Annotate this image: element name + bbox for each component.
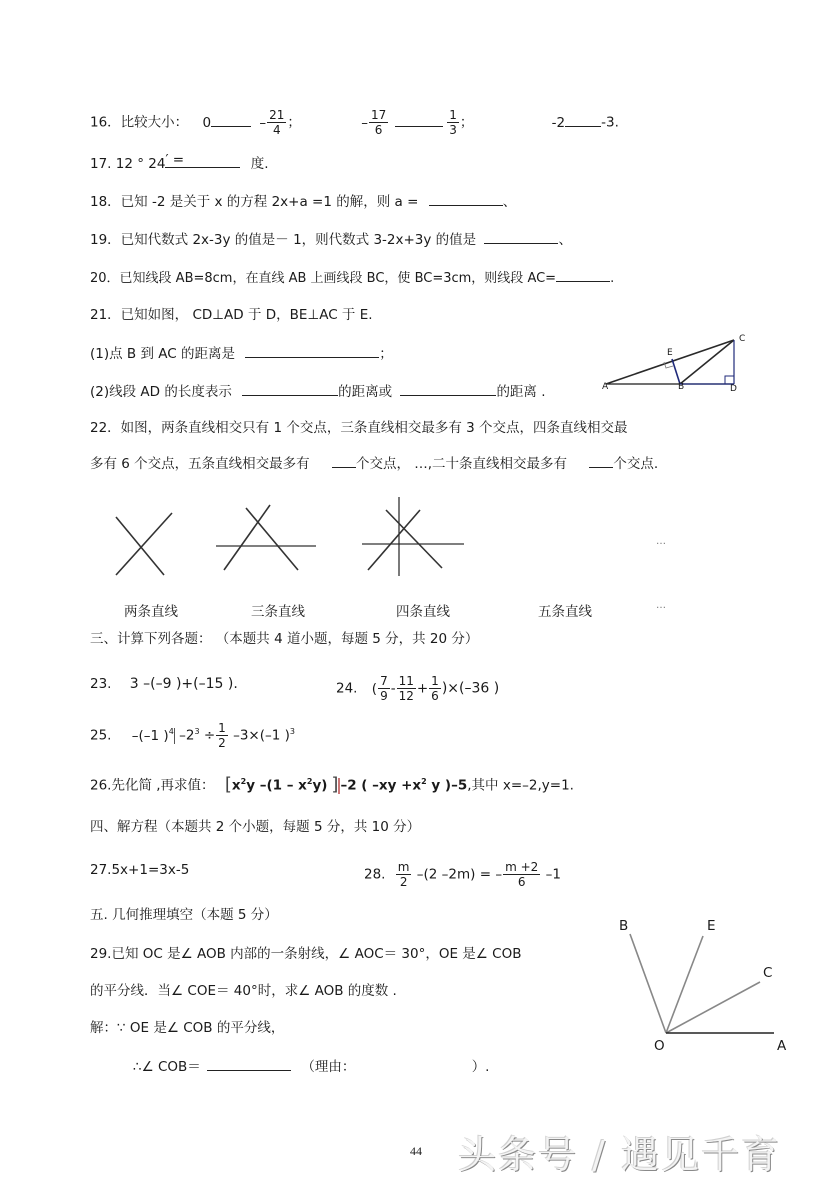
section-5-title xyxy=(90,905,278,925)
question-21-part2 xyxy=(90,381,546,402)
q29-label-A: A xyxy=(777,1038,787,1054)
q29-line4c: ）. xyxy=(471,1059,490,1075)
q21-part2-blank-1[interactable] xyxy=(242,381,338,396)
q16-b-end: ； xyxy=(459,114,474,131)
q25-part1: –(–1 ) xyxy=(131,727,169,744)
q20-text: 20．已知线段 AB=8cm，在直线 AB 上画线段 BC，使 BC=3cm，则线段 AC= xyxy=(90,271,557,286)
three-lines-figure xyxy=(216,500,321,580)
q23-label: 23. xyxy=(90,676,112,692)
section-3-title-text: 三、计算下列各题： （本题共 4 道小题，每题 5 分，共 20 分） xyxy=(90,631,479,647)
question-29-line4 xyxy=(133,1056,489,1077)
question-20 xyxy=(90,267,614,289)
q16-fraction-c xyxy=(447,108,459,137)
denominator: 6 xyxy=(374,123,383,137)
q21-part1-end: ； xyxy=(379,346,393,362)
q24-op2: + xyxy=(416,680,429,697)
q26-expr-d: –2 ( –xy +x xyxy=(340,777,422,794)
q29-label-O: O xyxy=(654,1038,665,1054)
q16-blank-2[interactable] xyxy=(395,112,443,127)
question-25 xyxy=(90,721,295,750)
q22-blank-1[interactable] xyxy=(332,453,356,468)
q26-expr-c: y) xyxy=(312,777,328,794)
q16-a-left: 0 xyxy=(202,114,212,131)
q22-line2c: 个交点. xyxy=(613,456,659,472)
numerator: 21 xyxy=(269,108,285,122)
question-23 xyxy=(90,674,238,694)
question-29-line1 xyxy=(90,944,522,964)
caption-five-lines: 五条直线 xyxy=(538,604,592,620)
four-lines-figure xyxy=(362,494,467,584)
q21-label-C: C xyxy=(739,334,746,344)
q23-expression: 3 –(–9 )+(–15 ). xyxy=(129,676,238,692)
q24-op1: - xyxy=(390,680,396,697)
q16-fraction-b xyxy=(369,108,388,137)
question-22-line2 xyxy=(90,453,658,474)
caption-ellipsis: … xyxy=(656,600,666,611)
question-17 xyxy=(90,153,269,174)
q24-open-paren: ( xyxy=(371,680,378,697)
section-4-title xyxy=(90,817,420,837)
q29-label-B: B xyxy=(619,918,629,934)
question-16 xyxy=(90,108,619,137)
q16-blank-1[interactable] xyxy=(211,112,251,127)
q18-answer-blank[interactable] xyxy=(429,191,503,206)
q19-text: 19．已知代数式 2x-3y 的值是－ 1，则代数式 3-2x+3y 的值是 xyxy=(90,232,477,248)
q21-label-D: D xyxy=(730,384,737,394)
question-26 xyxy=(90,772,574,796)
denominator: 9 xyxy=(380,689,388,703)
q29-label-E: E xyxy=(707,918,716,934)
q21-label-E: E xyxy=(667,348,673,358)
numerator: m +2 xyxy=(505,860,539,874)
q22-line1: 22．如图，两条直线相交只有 1 个交点，三条直线相交最多有 3 个交点，四条直线相交最 xyxy=(90,420,628,436)
numerator: 7 xyxy=(380,674,388,688)
q26-sup-1: 2 xyxy=(240,777,247,786)
q25-fraction xyxy=(216,721,228,750)
question-19 xyxy=(90,229,572,250)
numerator: 1 xyxy=(431,674,439,688)
q29-answer-blank[interactable] xyxy=(207,1056,291,1071)
section-3-title xyxy=(90,629,478,649)
denominator: 6 xyxy=(431,689,439,703)
q29-line2: 的平分线．当∠ COE＝ 40°时，求∠ AOB 的度数 . xyxy=(90,983,397,999)
q26-right-bracket: ] xyxy=(331,773,339,795)
q17-mid: ′ = xyxy=(165,152,185,168)
denominator: 2 xyxy=(218,736,226,750)
q28-mid: –(2 –2m) = – xyxy=(416,866,503,883)
figure-ellipsis-top: … xyxy=(656,536,666,547)
q24-close: )×(–36 ) xyxy=(441,680,500,697)
q20-end: . xyxy=(610,271,615,286)
numerator: 1 xyxy=(449,108,457,122)
q16-blank-3[interactable] xyxy=(565,112,601,127)
q22-blank-2[interactable] xyxy=(589,453,613,468)
q25-separator xyxy=(174,728,175,744)
q28-fraction-2 xyxy=(503,860,540,889)
q28-end: –1 xyxy=(545,866,561,883)
q18-text: 18．已知 -2 是关于 x 的方程 2x+a =1 的解，则 a = xyxy=(90,194,419,210)
question-22-line1 xyxy=(90,418,628,438)
q25-label: 25. xyxy=(90,727,112,744)
q17-answer-blank[interactable] xyxy=(165,153,240,168)
watermark: 头条号 / 遇见千育 xyxy=(458,1133,781,1177)
q21-label-A: A xyxy=(602,382,609,392)
q24-fraction-3 xyxy=(429,674,441,703)
q26-expr-a: x xyxy=(231,777,241,794)
q21-part1-blank[interactable] xyxy=(245,343,379,358)
q22-line2b: 个交点， …,二十条直线相交最多有 xyxy=(355,456,568,472)
caption-two-lines: 两条直线 xyxy=(124,604,178,620)
denominator: 3 xyxy=(449,123,457,137)
q21-part2-blank-2[interactable] xyxy=(400,381,496,396)
q25-exp2: 3 xyxy=(194,727,200,736)
q21-text: 21．已知如图， CD⊥AD 于 D，BE⊥AC 于 E. xyxy=(90,307,373,323)
section-5-title-text: 五. 几何推理填空（本题 5 分） xyxy=(90,907,278,923)
caption-four-lines: 四条直线 xyxy=(396,604,450,620)
q24-fraction-1 xyxy=(378,674,390,703)
numerator: 17 xyxy=(370,108,387,122)
q21-part2-end: 的距离 . xyxy=(496,384,546,400)
numerator: 11 xyxy=(398,674,414,688)
q26-expr-e: y )–5 xyxy=(426,777,468,794)
q28-label: 28. xyxy=(364,866,386,883)
q16-c-left: -2 xyxy=(551,114,566,131)
q20-answer-blank[interactable] xyxy=(556,267,610,282)
q25-exp4: 3 xyxy=(289,727,295,736)
q17-end: 度. xyxy=(250,156,269,172)
q26-left-bracket: [ xyxy=(224,773,232,795)
q29-line4b: （理由： xyxy=(301,1059,356,1075)
q21-part2-text: (2)线段 AD 的长度表示 xyxy=(90,384,232,400)
q26-tail: ,其中 x=–2,y=1. xyxy=(467,777,574,794)
q21-part2-mid: 的距离或 xyxy=(338,384,393,400)
q24-label: 24. xyxy=(336,680,358,697)
q29-line3: 解：∵ OE 是∠ COB 的平分线， xyxy=(90,1020,285,1036)
q26-sup-3: 2 xyxy=(421,777,427,786)
q25-part2: –2 xyxy=(179,727,195,744)
q21-triangle-figure xyxy=(598,330,748,395)
denominator: 2 xyxy=(399,875,408,889)
q29-line1: 29.已知 OC 是∠ AOB 内部的一条射线，∠ AOC＝ 30°，OE 是∠ COB xyxy=(90,946,522,962)
two-lines-figure xyxy=(112,505,182,580)
question-27 xyxy=(90,860,189,880)
q18-end: 、 xyxy=(502,194,517,210)
q16-c-right: -3. xyxy=(601,114,619,131)
q29-label-C: C xyxy=(763,965,773,981)
denominator: 4 xyxy=(272,123,281,137)
question-24 xyxy=(336,674,499,703)
caption-three-lines: 三条直线 xyxy=(251,604,305,620)
q29-line4a: ∴∠ COB＝ xyxy=(133,1059,201,1075)
q16-b-sign: – xyxy=(361,114,368,131)
q25-exp1: 4 xyxy=(168,727,174,736)
q16-a-end: ； xyxy=(287,114,301,131)
question-29-line3 xyxy=(90,1018,284,1038)
page-number: 44 xyxy=(410,1144,422,1158)
q16-fraction-a xyxy=(267,108,286,137)
numerator: m xyxy=(397,860,410,874)
q19-answer-blank[interactable] xyxy=(484,229,558,244)
section-4-title-text: 四、解方程（本题共 2 个小题，每题 5 分，共 10 分） xyxy=(90,819,421,835)
q24-fraction-2 xyxy=(397,674,416,703)
q25-divide: ÷ xyxy=(203,727,216,744)
q26-label: 26.先化简 ,再求值： xyxy=(90,777,215,794)
q19-end: 、 xyxy=(558,232,572,248)
q29-angle-figure xyxy=(600,910,800,1060)
question-21 xyxy=(90,305,373,325)
q21-label-B: B xyxy=(678,382,685,392)
q22-line2a: 多有 6 个交点，五条直线相交最多有 xyxy=(90,456,310,472)
denominator: 12 xyxy=(398,689,414,703)
question-28 xyxy=(364,860,561,889)
denominator: 6 xyxy=(517,875,526,889)
q26-sup-2: 2 xyxy=(306,777,313,786)
numerator: 1 xyxy=(218,721,226,735)
q16-a-sign: – xyxy=(259,114,267,131)
q17-label: 17. 12 ° 24 xyxy=(90,156,166,172)
q28-fraction-1 xyxy=(396,860,412,889)
q16-label: 16．比较大小： xyxy=(90,114,189,131)
question-21-part1 xyxy=(90,343,393,364)
question-29-line2 xyxy=(90,981,397,1001)
q25-part4: –3×(–1 ) xyxy=(233,727,290,744)
q26-expr-b: y –(1 – x xyxy=(246,777,307,794)
question-18 xyxy=(90,191,516,212)
q21-part1-text: (1)点 B 到 AC 的距离是 xyxy=(90,346,235,362)
q27-text: 27.5x+1=3x-5 xyxy=(90,862,190,878)
